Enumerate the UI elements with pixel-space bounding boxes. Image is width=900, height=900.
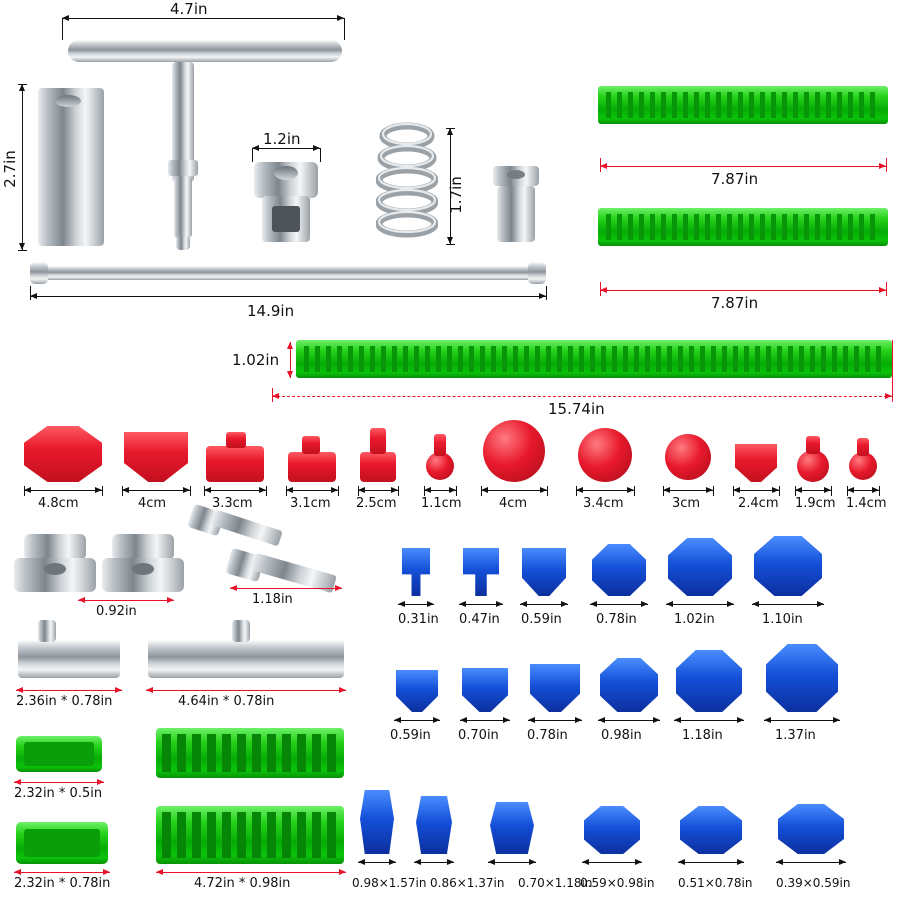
dim-line-b1-6 [752,604,824,605]
dim-label-b2-1: 0.59in [390,728,431,743]
green-comb-1-teeth [160,732,340,774]
dim-line-red-1 [24,490,102,491]
arrow-down [287,371,293,378]
dim-line-long-bar-length [272,396,892,397]
tick [320,148,321,162]
dim-label-red-12: 1.4cm [846,496,887,511]
arrow-left [272,393,279,399]
metal-bar-small [18,640,120,678]
red-tab-8 [578,428,632,482]
dim-label-bar-small: 2.36in * 0.78in [16,694,113,709]
dim-label-b3-4: 0.59×0.98in [580,876,655,890]
blue-tab-r1-2 [463,548,499,596]
dim-label-red-6: 1.1cm [421,496,462,511]
dim-line-red-8 [576,490,634,491]
blue-tab-r2-3 [530,664,580,712]
dim-label-b3-5: 0.51×0.78in [678,876,753,890]
slide-weight-bore [55,95,81,107]
dim-label-red-8: 3.4cm [583,496,624,511]
dim-label-b1-1: 0.31in [398,612,439,627]
arrow-left [600,287,607,293]
dim-label-red-3: 3.3cm [212,496,253,511]
dim-line-red-3 [204,490,266,491]
tick [892,340,893,402]
red-tab-11 [797,450,829,482]
tick [446,128,455,129]
dim-label-b1-4: 0.78in [596,612,637,627]
red-tab-4-stem [302,436,320,454]
tick [886,282,887,296]
blue-tab-r2-1 [396,670,438,712]
dim-line-pad-large [14,872,110,873]
dim-line-bolt-short [78,600,174,601]
dim-label-b3-6: 0.39×0.59in [776,876,851,890]
dim-line-b3-6 [776,862,846,863]
green-pad-large-groove [24,829,100,857]
adapter-bore [274,166,298,180]
knurled-nut-2-bore [132,563,154,575]
slide-rod-end-left [30,262,48,284]
dim-label-red-7: 4cm [499,496,528,511]
blue-tab-r2-4 [600,658,658,712]
end-cap-body [497,186,535,242]
dim-line-green-bar-2 [600,290,886,291]
arrow-down [19,243,25,250]
dim-line-red-2 [122,490,190,491]
blue-tab-r2-6 [766,644,838,712]
arrow-up [447,128,453,135]
arrow-right [879,163,886,169]
dim-label-red-2: 4cm [138,496,167,511]
end-cap-bore [507,170,525,179]
dim-label-pad-small: 2.32in * 0.5in [14,786,103,801]
dim-label-b1-5: 1.02in [674,612,715,627]
dim-line-green-bar-1 [600,166,886,167]
tick [252,148,253,162]
red-tab-12 [849,452,877,480]
dim-line-weight [22,84,23,250]
red-tab-6 [426,452,454,480]
red-tab-6-stem [434,434,446,456]
red-tab-9 [665,434,711,480]
blue-tab-r1-6 [754,536,822,596]
t-handle-lower-shaft [174,176,192,238]
tick [600,282,601,296]
dim-label-bolt-short: 0.92in [96,604,137,619]
tick [886,158,887,172]
dim-line-bar-small [16,690,122,691]
t-handle-bar [68,40,342,62]
tick [600,158,601,172]
knurled-nut-1-top [24,534,86,560]
dim-line-adapter [252,148,320,149]
arrow-right [879,287,886,293]
red-tab-5-stem [370,428,386,454]
dim-label-green-bar-1: 7.87in [711,170,759,188]
dim-label-pad-large: 2.32in * 0.78in [14,876,111,891]
dim-line-b2-5 [674,720,744,721]
arrow-left [252,145,259,151]
slide-weight [38,88,104,246]
dim-label-b2-5: 1.18in [682,728,723,743]
arrow-down [447,237,453,244]
green-bar-1-teeth [604,90,882,120]
arrow-right [313,145,320,151]
dim-label-green-bar-2: 7.87in [711,294,759,312]
tick [272,388,273,402]
dim-line-pad-small [14,782,104,783]
t-handle-thread [176,236,190,250]
red-tab-3 [206,446,264,482]
adapter-socket [272,206,300,232]
dim-label-t-handle: 4.7in [170,0,208,18]
red-tab-3-stem [226,432,246,448]
dim-label-bolt-long: 1.18in [252,592,293,607]
red-tab-1 [24,426,102,482]
dim-label-long-bar-height: 1.02in [232,351,280,369]
red-tab-5 [360,452,396,482]
dim-line-b2-6 [764,720,840,721]
dim-label-b3-3: 0.70×1.18in [518,876,593,890]
blue-tab-r2-2 [462,668,508,712]
dim-label-red-4: 3.1cm [290,496,331,511]
dim-line-bar-large [146,690,346,691]
arrow-up [287,342,293,349]
dim-label-red-1: 4.8cm [38,496,79,511]
arrow-left [600,163,607,169]
blue-tab-r1-3 [522,548,566,596]
dim-line-b3-5 [678,862,744,863]
blue-tab-r3-3 [490,802,534,854]
dim-line-rod [30,296,546,297]
dim-label-comb: 4.72in * 0.98in [194,876,291,891]
dim-label-bar-large: 4.64in * 0.78in [178,694,275,709]
arrow-right [885,393,892,399]
tick [62,18,63,40]
bolt-1-thread [211,510,283,547]
green-long-bar-teeth [302,344,886,374]
blue-tab-r2-5 [676,650,742,712]
blue-tab-r3-1 [360,790,394,854]
dim-label-red-10: 2.4cm [738,496,779,511]
tick [446,244,455,245]
dim-line-bolt-long [230,588,342,589]
tick [344,18,345,40]
dim-line-comb [156,872,346,873]
dim-label-b2-2: 0.70in [458,728,499,743]
dim-label-red-5: 2.5cm [356,496,397,511]
red-tab-2 [124,432,188,482]
knurled-nut-2-top [112,534,174,560]
dim-label-long-bar-length: 15.74in [548,400,605,418]
dim-label-red-11: 1.9cm [795,496,836,511]
arrow-left [30,293,37,299]
dim-line-b2-4 [598,720,660,721]
dim-line-t-handle [62,18,344,19]
green-pad-small-groove [24,742,94,766]
blue-tab-r3-4 [584,806,640,854]
spring [376,120,438,246]
metal-bar-large [148,640,344,678]
tick [546,286,547,300]
dim-label-weight: 2.7in [0,150,19,188]
green-comb-2-teeth [160,810,340,860]
metal-bar-small-stud [38,620,56,642]
tick [18,250,27,251]
tick [30,286,31,300]
arrow-right [539,293,546,299]
dim-line-b1-4 [590,604,648,605]
dim-label-b2-6: 1.37in [775,728,816,743]
arrow-left [62,15,69,21]
dim-label-b3-1: 0.98×1.57in [352,876,427,890]
red-tab-4 [288,452,336,482]
red-tab-12-stem [857,438,869,456]
blue-tab-r1-5 [668,538,732,596]
metal-bar-large-stud [232,620,250,642]
slide-rod [36,266,544,280]
arrow-up [19,84,25,91]
tick [18,84,27,85]
dim-line-b1-5 [666,604,734,605]
dim-line-b3-4 [582,862,642,863]
blue-tab-r3-2 [416,796,452,854]
dim-label-b1-6: 1.10in [762,612,803,627]
dim-line-b2-3 [528,720,582,721]
red-tab-7 [483,420,545,482]
dim-label-b1-2: 0.47in [459,612,500,627]
slide-rod-end-right [528,262,546,284]
blue-tab-r3-5 [680,806,742,854]
arrow-right [337,15,344,21]
dim-label-b2-3: 0.78in [527,728,568,743]
blue-tab-r1-1 [402,548,430,596]
red-tab-11-stem [806,436,820,454]
dim-label-b3-2: 0.86×1.37in [430,876,505,890]
t-handle-collar [168,160,198,176]
dim-label-red-9: 3cm [672,496,701,511]
dim-label-b2-4: 0.98in [601,728,642,743]
dim-label-adapter: 1.2in [263,130,301,148]
dim-label-rod: 14.9in [247,302,295,320]
dim-line-red-7 [481,490,547,491]
green-bar-2-teeth [604,212,882,242]
blue-tab-r3-6 [778,804,844,854]
dim-label-spring: 1.7in [446,176,465,214]
dim-label-b1-3: 0.59in [521,612,562,627]
knurled-nut-1-bore [44,563,66,575]
blue-tab-r1-4 [592,544,646,596]
red-tab-10 [735,444,777,482]
